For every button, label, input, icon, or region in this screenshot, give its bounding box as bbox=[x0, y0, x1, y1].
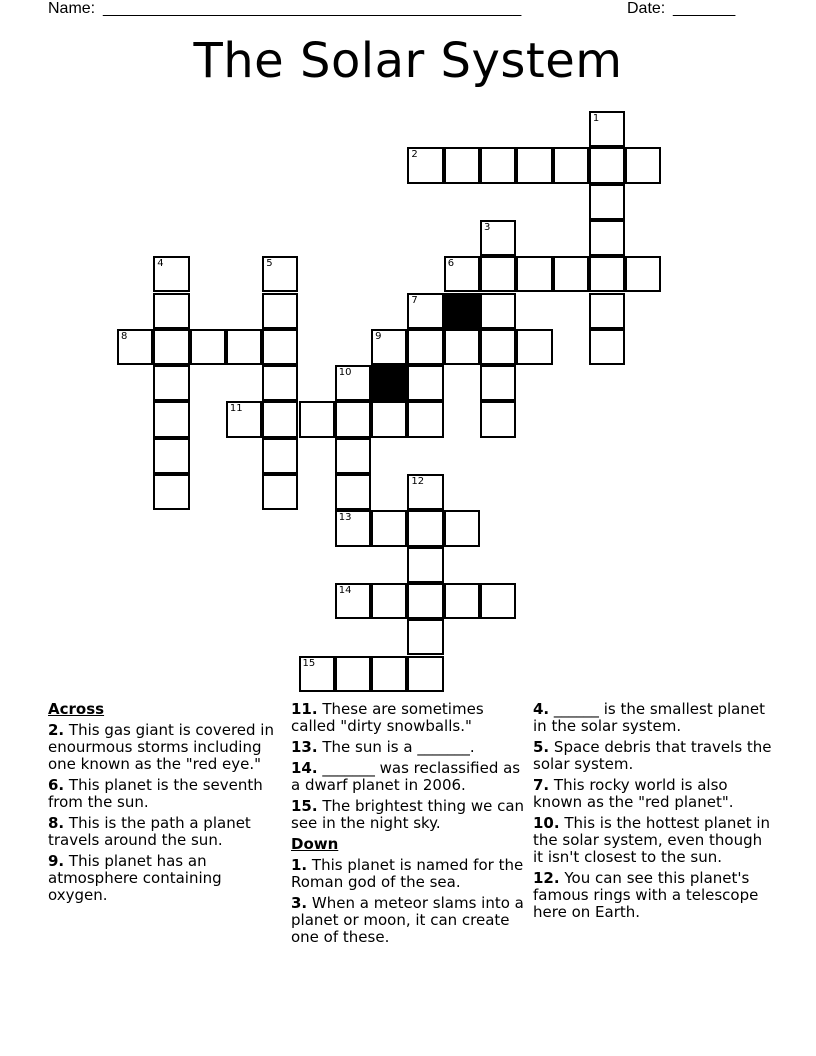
grid-cell[interactable] bbox=[262, 329, 298, 365]
grid-cell[interactable] bbox=[589, 147, 625, 183]
clue-number: 10 bbox=[338, 367, 352, 379]
grid-cell[interactable] bbox=[407, 329, 443, 365]
clue-number: 11 bbox=[229, 403, 243, 415]
grid-cell[interactable] bbox=[299, 656, 335, 692]
grid-cell[interactable] bbox=[153, 293, 189, 329]
grid-cell[interactable] bbox=[117, 329, 153, 365]
clue-down-7: 7. This rocky world is also known as the "red planet". bbox=[533, 776, 734, 811]
clue-across-15: 15. The brightest thing we can see in the night sky. bbox=[291, 797, 525, 832]
grid-cell[interactable] bbox=[407, 656, 443, 692]
grid-cell[interactable] bbox=[444, 510, 480, 546]
clue-down-4: 4. ______ is the smallest planet in the solar system. bbox=[533, 700, 765, 735]
page-title: The Solar System bbox=[193, 33, 623, 89]
grid-cell[interactable] bbox=[589, 184, 625, 220]
clue-down-3: 3. When a meteor slams into a planet or moon, it can create one of these. bbox=[291, 894, 524, 946]
grid-cell[interactable] bbox=[480, 220, 516, 256]
grid-cell[interactable] bbox=[589, 256, 625, 292]
grid-cell[interactable] bbox=[262, 365, 298, 401]
grid-cell[interactable] bbox=[371, 329, 407, 365]
clue-across-2: 2. This gas giant is covered in enourmous storms including one known as the "red eye." bbox=[48, 721, 274, 773]
grid-cell[interactable] bbox=[262, 438, 298, 474]
grid-cell[interactable] bbox=[589, 111, 625, 147]
grid-cell[interactable] bbox=[589, 293, 625, 329]
grid-cell[interactable] bbox=[625, 147, 661, 183]
clue-across-6: 6. This planet is the seventh from the sun. bbox=[48, 776, 263, 811]
clue-down-1: 1. This planet is named for the Roman god of the sea. bbox=[291, 856, 524, 891]
clue-across-13: 13. The sun is a _______. bbox=[291, 738, 475, 756]
clue-across-8: 8. This is the path a planet travels around the sun. bbox=[48, 814, 251, 849]
grid-cell[interactable] bbox=[407, 619, 443, 655]
grid-cell[interactable] bbox=[589, 329, 625, 365]
grid-cell[interactable] bbox=[335, 510, 371, 546]
grid-cell[interactable] bbox=[625, 256, 661, 292]
grid-cell[interactable] bbox=[335, 474, 371, 510]
grid-cell[interactable] bbox=[371, 510, 407, 546]
grid-cell[interactable] bbox=[407, 147, 443, 183]
black-cell bbox=[371, 365, 407, 401]
clue-number: 9 bbox=[375, 330, 382, 342]
clue-down-10: 10. This is the hottest planet in the solar system, even though it isn't closest to the sun. bbox=[533, 814, 770, 866]
grid-cell[interactable] bbox=[335, 401, 371, 437]
black-cell bbox=[444, 293, 480, 329]
grid-cell[interactable] bbox=[371, 656, 407, 692]
grid-cell[interactable] bbox=[262, 256, 298, 292]
clue-number: 3 bbox=[484, 221, 491, 233]
grid-cell[interactable] bbox=[262, 401, 298, 437]
down-heading: Down bbox=[291, 835, 339, 853]
date-label: Date: bbox=[627, 0, 666, 17]
grid-cell[interactable] bbox=[226, 401, 262, 437]
grid-cell[interactable] bbox=[407, 547, 443, 583]
grid-cell[interactable] bbox=[589, 220, 625, 256]
clue-across-9: 9. This planet has an atmosphere containing oxygen. bbox=[48, 852, 222, 904]
grid-cell[interactable] bbox=[335, 438, 371, 474]
grid-cell[interactable] bbox=[480, 401, 516, 437]
clue-across-14: 14. _______ was reclassified as a dwarf planet in 2006. bbox=[291, 759, 521, 794]
grid-cell[interactable] bbox=[153, 329, 189, 365]
clue-down-12: 12. You can see this planet's famous rings with a telescope here on Earth. bbox=[533, 869, 759, 921]
grid-cell[interactable] bbox=[553, 147, 589, 183]
clue-number: 7 bbox=[411, 294, 418, 306]
grid-cell[interactable] bbox=[335, 583, 371, 619]
grid-cell[interactable] bbox=[262, 293, 298, 329]
grid-cell[interactable] bbox=[335, 365, 371, 401]
grid-cell[interactable] bbox=[444, 329, 480, 365]
grid-cell[interactable] bbox=[480, 365, 516, 401]
clues-column-3 bbox=[533, 701, 773, 925]
clue-number: 5 bbox=[266, 258, 273, 270]
clue-across-11: 11. These are sometimes called "dirty snowballs." bbox=[291, 700, 484, 735]
grid-cell[interactable] bbox=[480, 583, 516, 619]
grid-cell[interactable] bbox=[407, 401, 443, 437]
clue-number: 2 bbox=[411, 149, 418, 161]
grid-cell[interactable] bbox=[480, 329, 516, 365]
grid-cell[interactable] bbox=[516, 147, 552, 183]
clue-number: 6 bbox=[447, 258, 455, 270]
across-heading: Across bbox=[48, 700, 105, 718]
grid-cell[interactable] bbox=[262, 474, 298, 510]
grid-cell[interactable] bbox=[153, 474, 189, 510]
grid-cell[interactable] bbox=[299, 401, 335, 437]
grid-cell[interactable] bbox=[444, 147, 480, 183]
grid-cell[interactable] bbox=[190, 329, 226, 365]
grid-cell[interactable] bbox=[226, 329, 262, 365]
grid-cell[interactable] bbox=[407, 474, 443, 510]
grid-cell[interactable] bbox=[407, 365, 443, 401]
grid-cell[interactable] bbox=[516, 329, 552, 365]
name-field[interactable]: _______________________________________________ bbox=[103, 0, 522, 17]
grid-cell[interactable] bbox=[480, 147, 516, 183]
date-field[interactable]: _______ bbox=[673, 0, 736, 17]
grid-cell[interactable] bbox=[444, 256, 480, 292]
grid-cell[interactable] bbox=[480, 256, 516, 292]
grid-cell[interactable] bbox=[516, 256, 552, 292]
clues-column-1 bbox=[48, 701, 278, 908]
grid-cell[interactable] bbox=[153, 256, 189, 292]
clue-number: 14 bbox=[338, 584, 352, 596]
grid-cell[interactable] bbox=[407, 293, 443, 329]
clue-number: 15 bbox=[302, 657, 316, 669]
grid-cell[interactable] bbox=[371, 401, 407, 437]
grid-cell[interactable] bbox=[153, 365, 189, 401]
grid-cell[interactable] bbox=[407, 510, 443, 546]
clue-number: 4 bbox=[157, 258, 164, 270]
grid-cell[interactable] bbox=[480, 293, 516, 329]
grid-cell[interactable] bbox=[153, 438, 189, 474]
clues-column-2 bbox=[291, 701, 527, 950]
clue-number: 1 bbox=[592, 113, 600, 124]
grid-cell[interactable] bbox=[335, 656, 371, 692]
clue-number: 8 bbox=[121, 330, 128, 342]
grid-cell[interactable] bbox=[553, 256, 589, 292]
grid-cell[interactable] bbox=[407, 583, 443, 619]
clue-number: 13 bbox=[338, 512, 352, 524]
clue-number: 12 bbox=[411, 476, 425, 487]
grid-cell[interactable] bbox=[153, 401, 189, 437]
name-label: Name: bbox=[48, 0, 96, 17]
clue-down-5: 5. Space debris that travels the solar system. bbox=[533, 738, 772, 773]
grid-cell[interactable] bbox=[444, 583, 480, 619]
grid-cell[interactable] bbox=[371, 583, 407, 619]
